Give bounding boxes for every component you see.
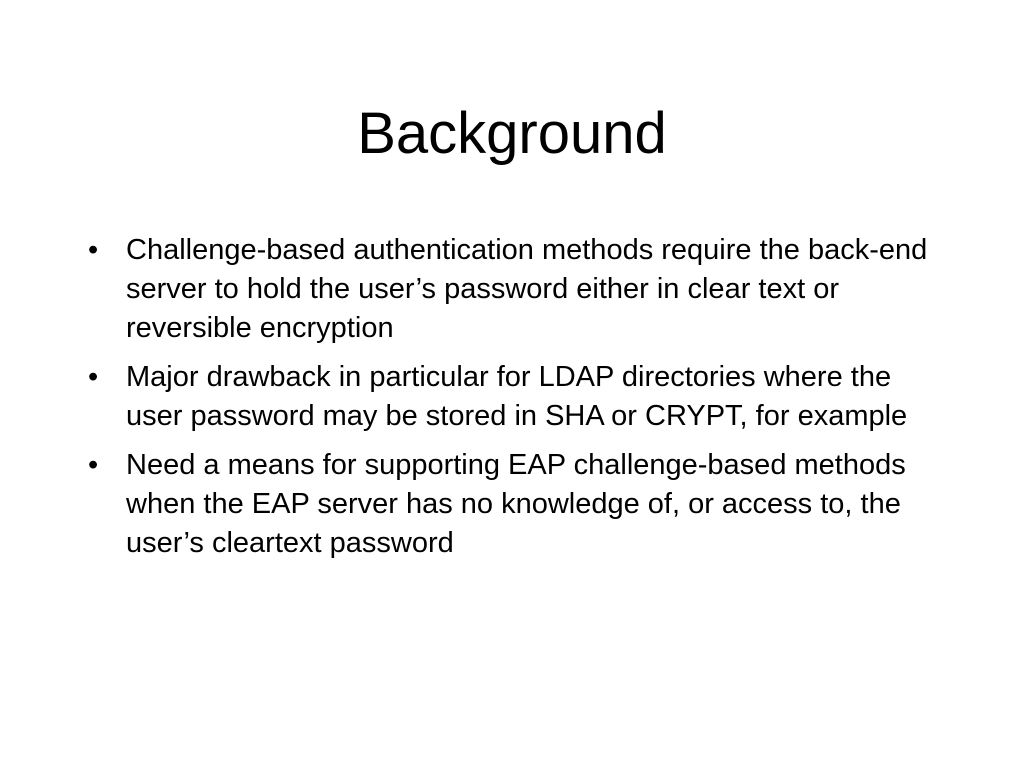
slide-title: Background (357, 101, 667, 166)
bullet-list (88, 231, 948, 573)
bullet-item (88, 446, 948, 563)
bullet-item (88, 358, 948, 436)
bullet-item (88, 231, 948, 348)
bullet-text: Major drawback in particular for LDAP directories where the user password may be stored in SHA or CRYPT, for example (126, 361, 908, 432)
bullet-text: Challenge-based authentication methods require the back-end server to hold the user’s password either in clear text or reversible encryption (126, 234, 928, 344)
bullet-marker: • (88, 449, 99, 481)
bullet-text: Need a means for supporting EAP challenge-based methods when the EAP server has no knowledge of, or access to, the user’s cleartext password (126, 449, 906, 559)
bullet-marker: • (88, 234, 99, 266)
bullet-marker: • (88, 361, 99, 393)
